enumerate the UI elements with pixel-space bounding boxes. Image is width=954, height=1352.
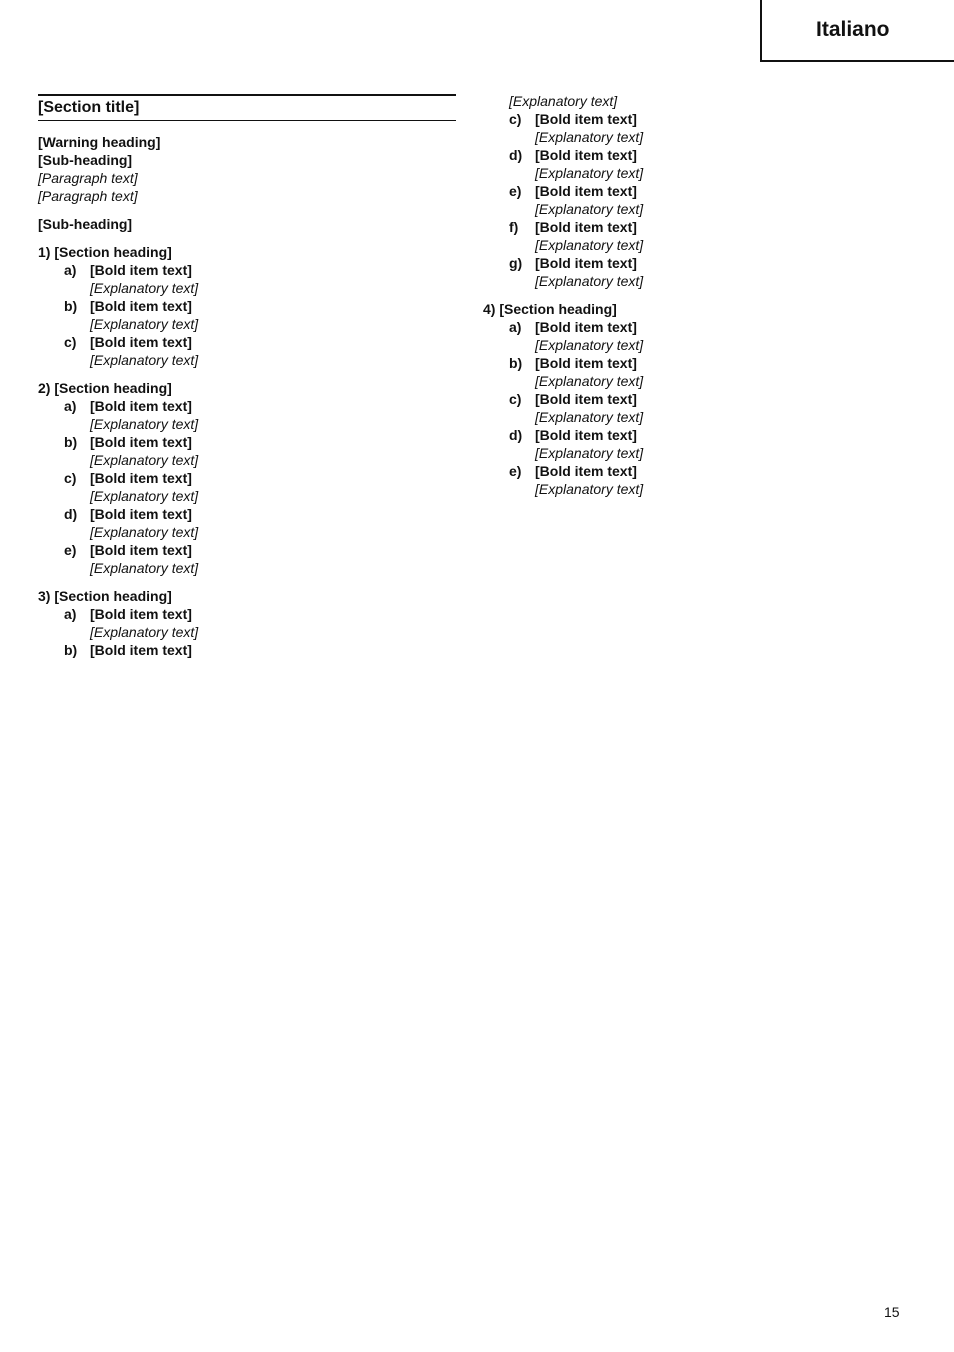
left-column (38, 94, 456, 659)
read-all-heading: [Sub-heading] (38, 152, 133, 168)
list-item (64, 605, 456, 641)
page-number: 15 (884, 1304, 900, 1320)
item-label: b) (64, 298, 78, 314)
list-item (509, 462, 901, 498)
list-item (64, 397, 456, 433)
item-note: [Explanatory text] (535, 129, 644, 145)
item-label: e) (509, 183, 522, 199)
warning-heading: [Warning heading] (38, 134, 161, 150)
item-text: [Bold item text] (90, 434, 192, 450)
item-text: [Bold item text] (90, 334, 192, 350)
item-text: [Bold item text] (535, 355, 637, 371)
item-label: a) (64, 398, 77, 414)
item-text: [Bold item text] (535, 147, 637, 163)
list-item (509, 390, 901, 426)
item-label: c) (509, 111, 522, 127)
item-text: [Bold item text] (90, 470, 192, 486)
item-text: [Bold item text] (90, 542, 192, 558)
list-item (64, 333, 456, 369)
item-label: d) (509, 147, 523, 163)
item-note: [Explanatory text] (90, 560, 199, 576)
right-column (483, 92, 901, 498)
item-note: [Explanatory text] (535, 337, 644, 353)
item-label: a) (64, 606, 77, 622)
list-item (64, 505, 456, 541)
item-note: [Explanatory text] (509, 93, 618, 109)
list-item (64, 261, 456, 297)
list-item (64, 297, 456, 333)
list-item (509, 354, 901, 390)
list-item (509, 254, 901, 290)
list-item (64, 433, 456, 469)
list-item (509, 426, 901, 462)
item-label: c) (64, 334, 77, 350)
section-title: [Section title] (38, 94, 456, 121)
item-text: [Bold item text] (535, 111, 637, 127)
item-text: [Bold item text] (535, 463, 637, 479)
item-text: [Bold item text] (90, 506, 192, 522)
item-note: [Explanatory text] (535, 445, 644, 461)
item-text: [Bold item text] (535, 427, 637, 443)
intro-paragraph: [Paragraph text] (38, 170, 138, 186)
item-label: c) (509, 391, 522, 407)
section-heading: 2) [Section heading] (38, 380, 172, 396)
item-note: [Explanatory text] (90, 452, 199, 468)
language-label: Italiano (816, 18, 890, 41)
item-text: [Bold item text] (535, 319, 637, 335)
item-text: [Bold item text] (90, 642, 192, 658)
item-text: [Bold item text] (535, 183, 637, 199)
item-label: b) (64, 642, 78, 658)
item-note: [Explanatory text] (535, 409, 644, 425)
list-item (509, 218, 901, 254)
item-note: [Explanatory text] (90, 416, 199, 432)
item-label: d) (509, 427, 523, 443)
item-note: [Explanatory text] (90, 316, 199, 332)
item-label: c) (64, 470, 77, 486)
item-label: f) (509, 219, 519, 235)
item-text: [Bold item text] (535, 391, 637, 407)
item-text: [Bold item text] (535, 255, 637, 271)
intro-paragraph: [Paragraph text] (38, 188, 138, 204)
item-note: [Explanatory text] (90, 488, 199, 504)
item-text: [Bold item text] (90, 606, 192, 622)
item-note: [Explanatory text] (90, 280, 199, 296)
list-item (509, 318, 901, 354)
language-tab (760, 0, 954, 62)
item-note: [Explanatory text] (535, 481, 644, 497)
item-note: [Explanatory text] (535, 373, 644, 389)
item-text: [Bold item text] (90, 398, 192, 414)
list-item (509, 146, 901, 182)
item-note: [Explanatory text] (535, 165, 644, 181)
item-label: g) (509, 255, 523, 271)
list-item (64, 641, 456, 659)
item-text: [Bold item text] (535, 219, 637, 235)
section-heading: 4) [Section heading] (483, 301, 617, 317)
section-heading: 1) [Section heading] (38, 244, 172, 260)
item-note: [Explanatory text] (90, 524, 199, 540)
item-label: b) (509, 355, 523, 371)
list-item (64, 469, 456, 505)
item-note: [Explanatory text] (90, 624, 199, 640)
list-item (509, 110, 901, 146)
item-label: b) (64, 434, 78, 450)
section-heading: 3) [Section heading] (38, 588, 172, 604)
list-item (64, 541, 456, 577)
item-text: [Bold item text] (90, 298, 192, 314)
item-label: d) (64, 506, 78, 522)
item-label: a) (64, 262, 77, 278)
item-note: [Explanatory text] (90, 352, 199, 368)
list-item (509, 182, 901, 218)
item-text: [Bold item text] (90, 262, 192, 278)
item-note: [Explanatory text] (535, 237, 644, 253)
item-note: [Explanatory text] (535, 201, 644, 217)
item-label: e) (509, 463, 522, 479)
item-note: [Explanatory text] (535, 273, 644, 289)
item-label: a) (509, 319, 522, 335)
save-heading: [Sub-heading] (38, 216, 133, 232)
item-label: e) (64, 542, 77, 558)
